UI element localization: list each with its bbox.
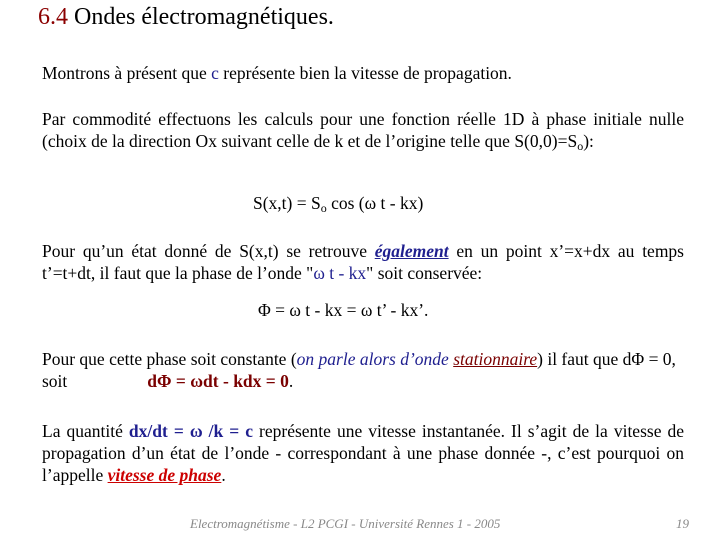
- c-symbol: c: [211, 63, 219, 83]
- text-run: cos (ω t - kx): [326, 193, 424, 213]
- text-run: .: [221, 465, 226, 485]
- equation-phase: Φ = ω t - kx = ω t’ - kx’.: [258, 300, 429, 320]
- text-run: Par commodité effectuons les calculs pour une fonction réelle 1D à phase initiale nulle (choix de la direction Ox suivant celle de k et de l’origine telle que S(0,0)=S: [42, 109, 684, 151]
- subscript: o: [577, 139, 584, 153]
- paragraph-intro: [42, 62, 684, 84]
- section-title: Ondes électromagnétiques.: [74, 4, 334, 30]
- paragraph-constant-phase: [42, 348, 684, 392]
- text-run: représente bien la vitesse de propagation.: [218, 63, 512, 83]
- phase-expression: ω t - kx: [313, 263, 367, 283]
- text-run: .: [288, 371, 294, 391]
- footer-text: Electromagnétisme - L2 PCGI - Université Rennes 1 - 2005: [190, 516, 501, 531]
- paragraph-assumptions: [42, 108, 684, 157]
- differential-equation: dΦ = ωdt - kdx = 0: [147, 371, 289, 391]
- velocity-expression: dx/dt = ω /k = c: [128, 421, 254, 441]
- text-run: " soit conservée:: [366, 263, 483, 283]
- page-number: 19: [676, 516, 689, 531]
- text-run: en un point x’=x+dx au temps t’=t+dt, il faut que la phase de l’onde ": [42, 241, 684, 283]
- text-run: Pour qu’un état donné de S(x,t) se retrouve: [42, 241, 375, 261]
- section-number: 6.4: [38, 4, 68, 30]
- subscript: o: [320, 201, 327, 215]
- emphasis-vitesse-de-phase: vitesse de phase: [107, 465, 222, 485]
- text-run: représente une vitesse instantanée. Il s’agit de la vitesse de propagation d’un état de l’onde - correspondant à une phase donnée -, c’est pourquoi on l’appelle: [42, 421, 685, 485]
- equation-wave: [253, 193, 423, 216]
- italic-note: on parle alors d’onde: [296, 349, 454, 369]
- text-run: ):: [583, 131, 594, 151]
- text-run: ) il faut que dΦ = 0, soit: [42, 349, 676, 391]
- text-run: Montrons à présent que: [42, 63, 212, 83]
- slide-title: [38, 4, 334, 31]
- text-run: Pour que cette phase soit constante (: [42, 349, 297, 369]
- text-run: S(x,t) = S: [253, 193, 321, 213]
- text-run: La quantité: [42, 421, 129, 441]
- emphasis-stationnaire: stationnaire: [453, 349, 538, 369]
- paragraph-phase-conservation: [42, 240, 684, 284]
- emphasis-egalement: également: [374, 241, 449, 261]
- paragraph-phase-velocity: [42, 420, 684, 486]
